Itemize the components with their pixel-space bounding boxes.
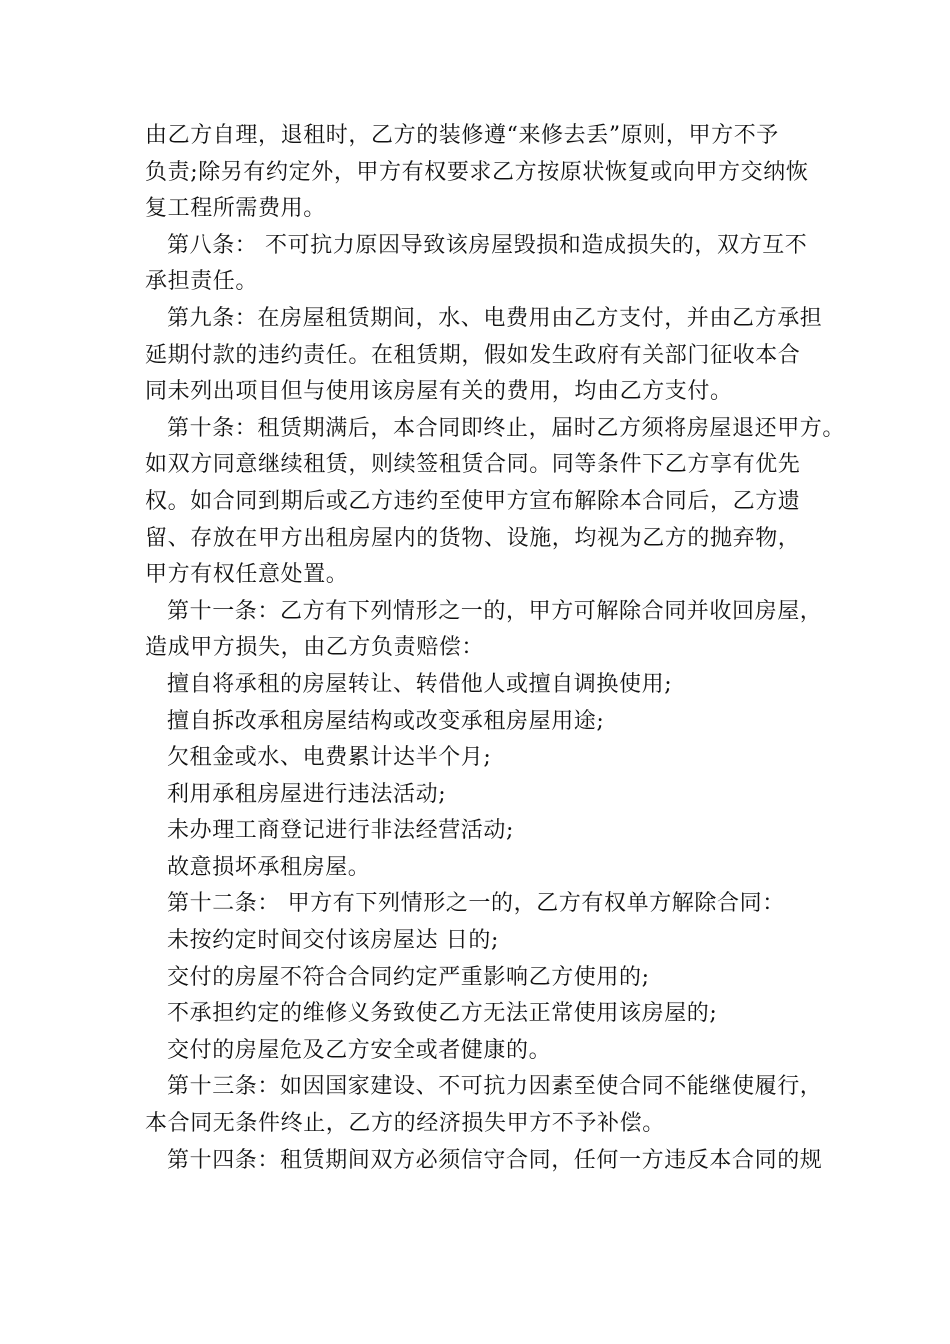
text-line: 第十一条：乙方有下列情形之一的，甲方可解除合同并收回房屋， [167,598,823,624]
text-line: 权。如合同到期后或乙方违约至使甲方宣布解除本合同后，乙方遗 [145,488,801,514]
text-line: 第十二条： 甲方有下列情形之一的，乙方有权单方解除合同： [167,891,785,917]
text-line: 不承担约定的维修义务致使乙方无法正常使用该房屋的; [167,1001,718,1027]
text-line: 造成甲方损失，由乙方负责赔偿： [145,635,485,661]
text-line: 本合同无条件终止，乙方的经济损失甲方不予补偿。 [145,1111,665,1137]
text-line: 负责;除另有约定外，甲方有权要求乙方按原状恢复或向甲方交纳恢 [145,159,809,185]
text-line: 欠租金或水、电费累计达半个月; [167,745,492,771]
text-line: 未按约定时间交付该房屋达 日的; [167,928,500,954]
text-line: 交付的房屋不符合合同约定严重影响乙方使用的; [167,964,650,990]
text-line: 第十三条：如因国家建设、不可抗力因素至使合同不能继使履行， [167,1074,823,1100]
text-line: 未办理工商登记进行非法经营活动; [167,818,515,844]
text-line: 甲方有权任意处置。 [145,562,349,588]
text-line: 交付的房屋危及乙方安全或者健康的。 [167,1037,552,1063]
text-line: 如双方同意继续租赁，则续签租赁合同。同等条件下乙方享有优先 [145,452,801,478]
text-line: 擅自拆改承租房屋结构或改变承租房屋用途; [167,708,605,734]
text-line: 故意损坏承租房屋。 [167,854,371,880]
text-line: 第九条：在房屋租赁期间，水、电费用由乙方支付，并由乙方承担 [167,305,823,331]
text-line: 同未列出项目但与使用该房屋有关的费用，均由乙方支付。 [145,379,733,405]
text-line: 留、存放在甲方出租房屋内的货物、设施，均视为乙方的抛弃物， [145,525,801,551]
text-line: 延期付款的违约责任。在租赁期，假如发生政府有关部门征收本合 [145,342,801,368]
text-line: 复工程所需费用。 [145,196,326,222]
text-line: 利用承租房屋进行违法活动; [167,781,447,807]
text-line: 第八条： 不可抗力原因导致该房屋毁损和造成损失的，双方互不 [167,232,808,258]
text-line: 擅自将承租的房屋转让、转借他人或擅自调换使用; [167,671,673,697]
text-line: 由乙方自理，退租时，乙方的装修遵“来修去丢”原则，甲方不予 [145,123,779,148]
text-line: 第十四条：租赁期间双方必须信守合同，任何一方违反本合同的规 [167,1147,823,1173]
document-body [145,118,846,1179]
text-line: 承担责任。 [145,269,259,295]
text-line: 第十条：租赁期满后，本合同即终止，届时乙方须将房屋退还甲方。 [167,415,846,441]
